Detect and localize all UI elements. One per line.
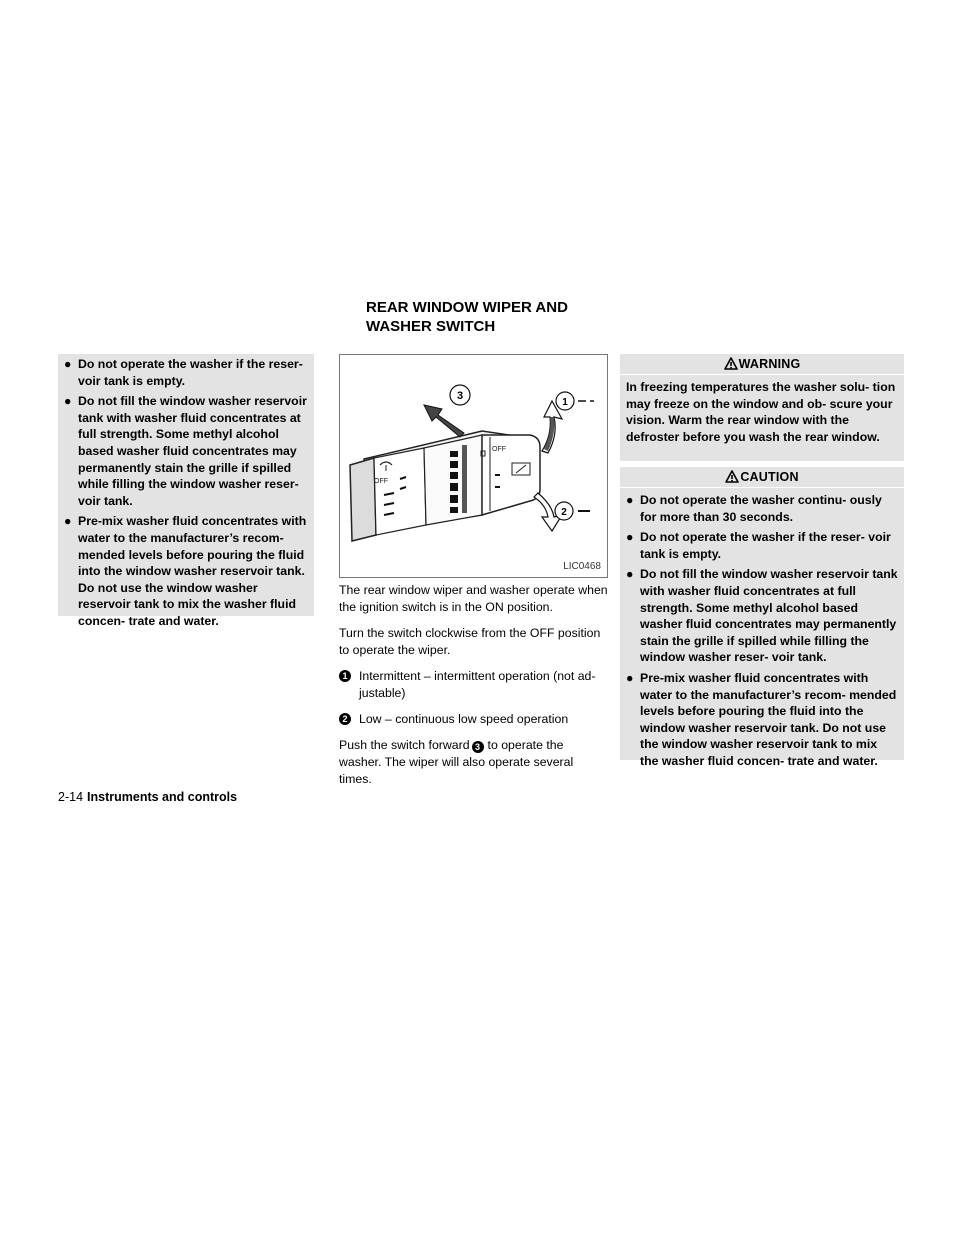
warning-triangle-icon: [724, 357, 738, 370]
page-title-line-2: WASHER SWITCH: [366, 318, 496, 335]
step-1-text: Intermittent – intermittent operation (not ad- justable): [359, 669, 596, 700]
list-item: ● Pre-mix washer fluid concentrates with water to the manufacturer’s recom- mended levels before pouring the fluid into the window washer reservoir tank. Do not use the window washer reservoir tank to mix the washer fluid concen- trate and water.: [64, 514, 307, 628]
list-item: ● Do not fill the window washer reservoir tank with washer fluid concentrates at full strength. Some methyl alcohol based washer fluid concentrates may permanently stain the grille if spilled while filling the window washer reser- voir tank.: [626, 567, 898, 665]
step-intermittent: [339, 668, 609, 702]
bullet-icon: ●: [626, 493, 634, 507]
bullet-icon: ●: [626, 567, 634, 582]
caution-box: [620, 467, 904, 768]
middle-column-text: [339, 582, 609, 797]
left-notice-box: [58, 354, 314, 628]
caution-list: [626, 492, 898, 770]
warning-box: [620, 354, 904, 461]
wiper-switch-figure: [339, 354, 608, 578]
page-footer: [58, 790, 237, 804]
callout-2-label: 2: [561, 507, 567, 518]
off-label-b: OFF: [492, 446, 506, 453]
step-low: [339, 711, 609, 728]
bullet-icon: ●: [64, 514, 72, 529]
caution-triangle-icon: [725, 470, 739, 483]
step-2-text: Low – continuous low speed operation: [359, 712, 569, 726]
bullet-icon: ●: [626, 530, 634, 545]
wiper-switch-illustration: [340, 355, 607, 577]
step-1-icon: 1: [339, 670, 351, 682]
warning-heading: WARNING: [620, 354, 904, 375]
callout-3-label: 3: [456, 390, 464, 402]
step-2-icon: 2: [339, 713, 351, 725]
off-label-a: OFF: [374, 478, 388, 485]
list-item: ● Do not fill the window washer reservoir tank with washer fluid concentrates at full strength. Some methyl alcohol based washer fluid concentrates may permanently stain the grille if spilled while filling the window washer reser- voir tank.: [64, 394, 307, 508]
paragraph-washer: Push the switch forward 3 to operate the washer. The wiper will also operate several times.: [339, 738, 574, 786]
paragraph-ignition: The rear window wiper and washer operate when the ignition switch is in the ON position.: [339, 583, 608, 614]
callout-1-label: 1: [562, 397, 568, 408]
list-item: ● Pre-mix washer fluid concentrates with water to the manufacturer’s recom- mended levels before pouring the fluid into the window washer reservoir tank. Do not use the window washer reservoir tank to mix the washer fluid concen- trate and water.: [626, 670, 897, 768]
left-notice-list: [64, 356, 312, 630]
list-item: ● Do not operate the washer if the reser- voir tank is empty.: [626, 530, 891, 561]
bullet-icon: ●: [64, 394, 72, 409]
page-title: [366, 298, 568, 336]
list-item: ● Do not operate the washer if the reser- voir tank is empty.: [64, 357, 303, 388]
step-3-icon: 3: [472, 741, 484, 753]
page-title-line-1: REAR WINDOW WIPER AND: [366, 299, 568, 316]
bullet-icon: ●: [64, 357, 72, 371]
bullet-icon: ●: [626, 670, 634, 685]
caution-heading: CAUTION: [620, 467, 904, 488]
figure-code: LIC0468: [563, 561, 601, 572]
warning-text: In freezing temperatures the washer solu- tion may freeze on the window and ob- scure your vision. Warm the rear window with the defroster before you wash the rear window.: [626, 380, 896, 444]
list-item: ● Do not operate the washer continu- ously for more than 30 seconds.: [626, 493, 882, 524]
section-name: Instruments and controls: [87, 790, 238, 804]
paragraph-turn-switch: Turn the switch clockwise from the OFF position to operate the wiper.: [339, 626, 601, 657]
page-number: 2-14: [58, 790, 84, 804]
